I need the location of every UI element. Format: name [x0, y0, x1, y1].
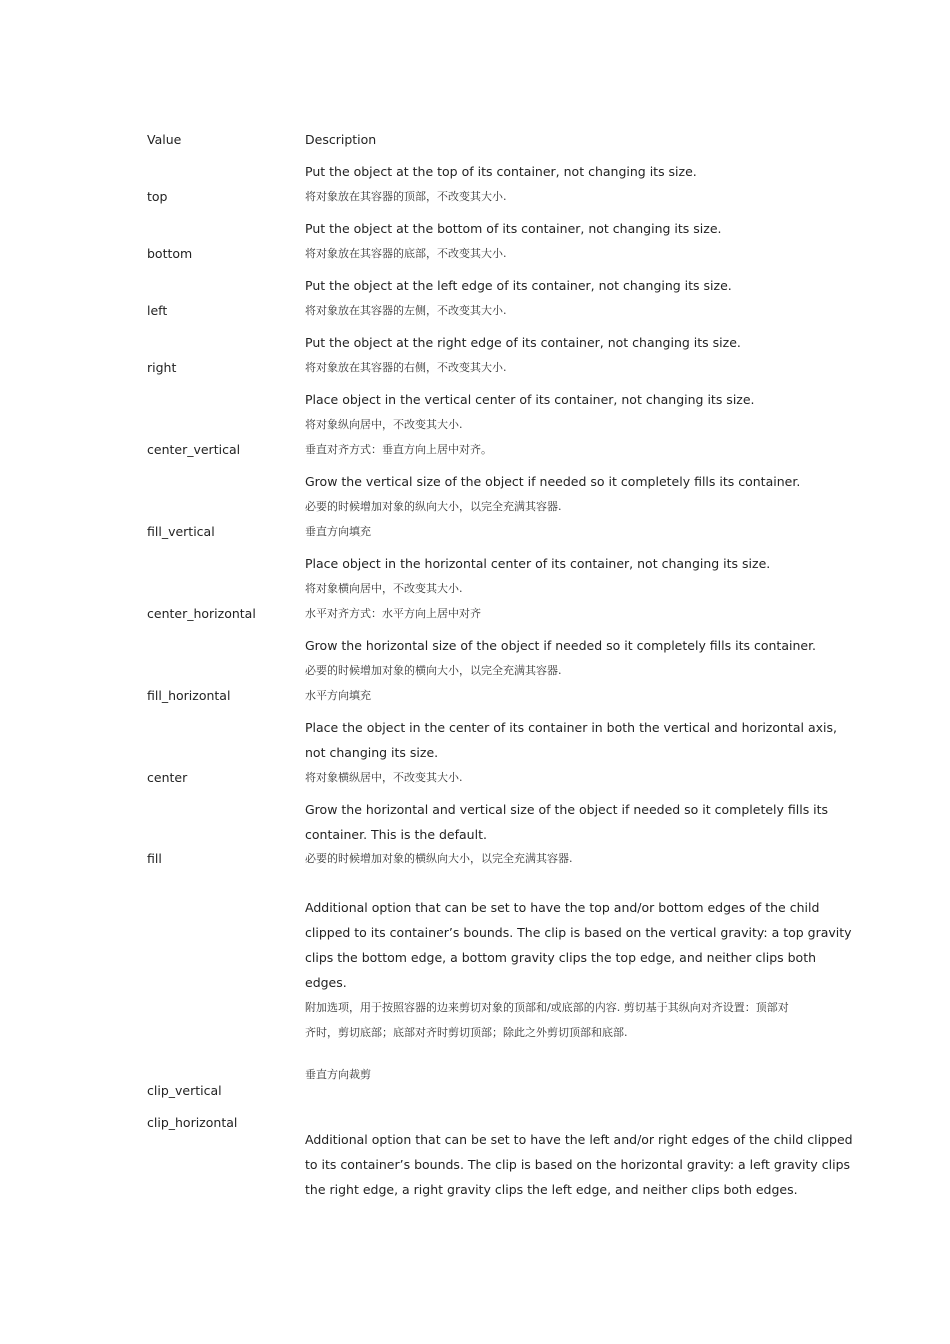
description-line: edges.: [305, 975, 347, 990]
description-line: Additional option that can be set to have the left and/or right edges of the child clipped: [305, 1132, 853, 1147]
description-line: Put the object at the top of its container, not changing its size.: [305, 164, 697, 179]
description-line-zh: 将对象放在其容器的左侧，不改变其大小.: [305, 304, 507, 317]
description-line: Place object in the horizontal center of its container, not changing its size.: [305, 556, 771, 571]
description-line-zh: 附加选项，用于按照容器的边来剪切对象的顶部和/或底部的内容. 剪切基于其纵向对齐设置：顶部对: [305, 1001, 789, 1014]
description-line-zh: 将对象放在其容器的底部，不改变其大小.: [305, 247, 507, 260]
description-line-zh: 垂直方向填充: [305, 525, 371, 538]
description-line: Put the object at the bottom of its container, not changing its size.: [305, 221, 722, 236]
value-cell: center_vertical: [147, 442, 241, 457]
description-line-zh: 将对象放在其容器的顶部，不改变其大小.: [305, 190, 507, 203]
description-line: container. This is the default.: [305, 827, 487, 842]
description-line: Place object in the vertical center of its container, not changing its size.: [305, 392, 755, 407]
value-cell: bottom: [147, 246, 193, 261]
description-line-zh: 将对象放在其容器的右侧，不改变其大小.: [305, 361, 507, 374]
value-cell: clip_horizontal: [147, 1115, 238, 1130]
description-line-zh: 将对象纵向居中，不改变其大小.: [305, 418, 463, 431]
description-line: Put the object at the right edge of its container, not changing its size.: [305, 335, 741, 350]
column-header-value: Value: [147, 132, 182, 147]
value-cell: right: [147, 360, 177, 375]
value-cell: fill_vertical: [147, 524, 215, 539]
description-line: Grow the horizontal size of the object if needed so it completely fills its container.: [305, 638, 817, 653]
description-line-zh: 水平方向填充: [305, 689, 371, 702]
description-line-zh: 必要的时候增加对象的纵向大小，以完全充满其容器.: [305, 500, 562, 513]
description-line: clipped to its container’s bounds. The clip is based on the vertical gravity: a top gravity: [305, 925, 852, 940]
value-cell: top: [147, 189, 168, 204]
value-cell: left: [147, 303, 168, 318]
description-line: Grow the horizontal and vertical size of the object if needed so it completely fills its: [305, 802, 829, 817]
description-line: Put the object at the left edge of its container, not changing its size.: [305, 278, 732, 293]
description-line-zh: 必要的时候增加对象的横纵向大小，以完全充满其容器.: [305, 852, 573, 865]
description-line: clips the bottom edge, a bottom gravity clips the top edge, and neither clips both: [305, 950, 817, 965]
description-line-zh: 齐时，剪切底部；底部对齐时剪切顶部；除此之外剪切顶部和底部.: [305, 1026, 628, 1039]
description-line: to its container’s bounds. The clip is based on the horizontal gravity: a left gravity clips: [305, 1157, 851, 1172]
value-cell: fill_horizontal: [147, 688, 231, 703]
description-line-zh: 必要的时候增加对象的横向大小，以完全充满其容器.: [305, 664, 562, 677]
value-cell: clip_vertical: [147, 1083, 222, 1098]
description-line: Place the object in the center of its container in both the vertical and horizontal axis,: [305, 720, 837, 735]
column-header-description: Description: [305, 132, 377, 147]
description-line-zh: 垂直对齐方式：垂直方向上居中对齐。: [305, 443, 492, 456]
description-line: Grow the vertical size of the object if needed so it completely fills its container.: [305, 474, 801, 489]
value-cell: center_horizontal: [147, 606, 256, 621]
value-cell: center: [147, 770, 188, 785]
description-line-zh: 垂直方向裁剪: [305, 1068, 371, 1081]
description-line: the right edge, a right gravity clips the left edge, and neither clips both edges.: [305, 1182, 798, 1197]
description-line-zh: 水平对齐方式：水平方向上居中对齐: [305, 607, 481, 620]
description-line-zh: 将对象横向居中，不改变其大小.: [305, 582, 463, 595]
value-cell: fill: [147, 851, 162, 866]
description-line-zh: 将对象横纵居中，不改变其大小.: [305, 771, 463, 784]
description-line: Additional option that can be set to have the top and/or bottom edges of the child: [305, 900, 820, 915]
description-line: not changing its size.: [305, 745, 439, 760]
